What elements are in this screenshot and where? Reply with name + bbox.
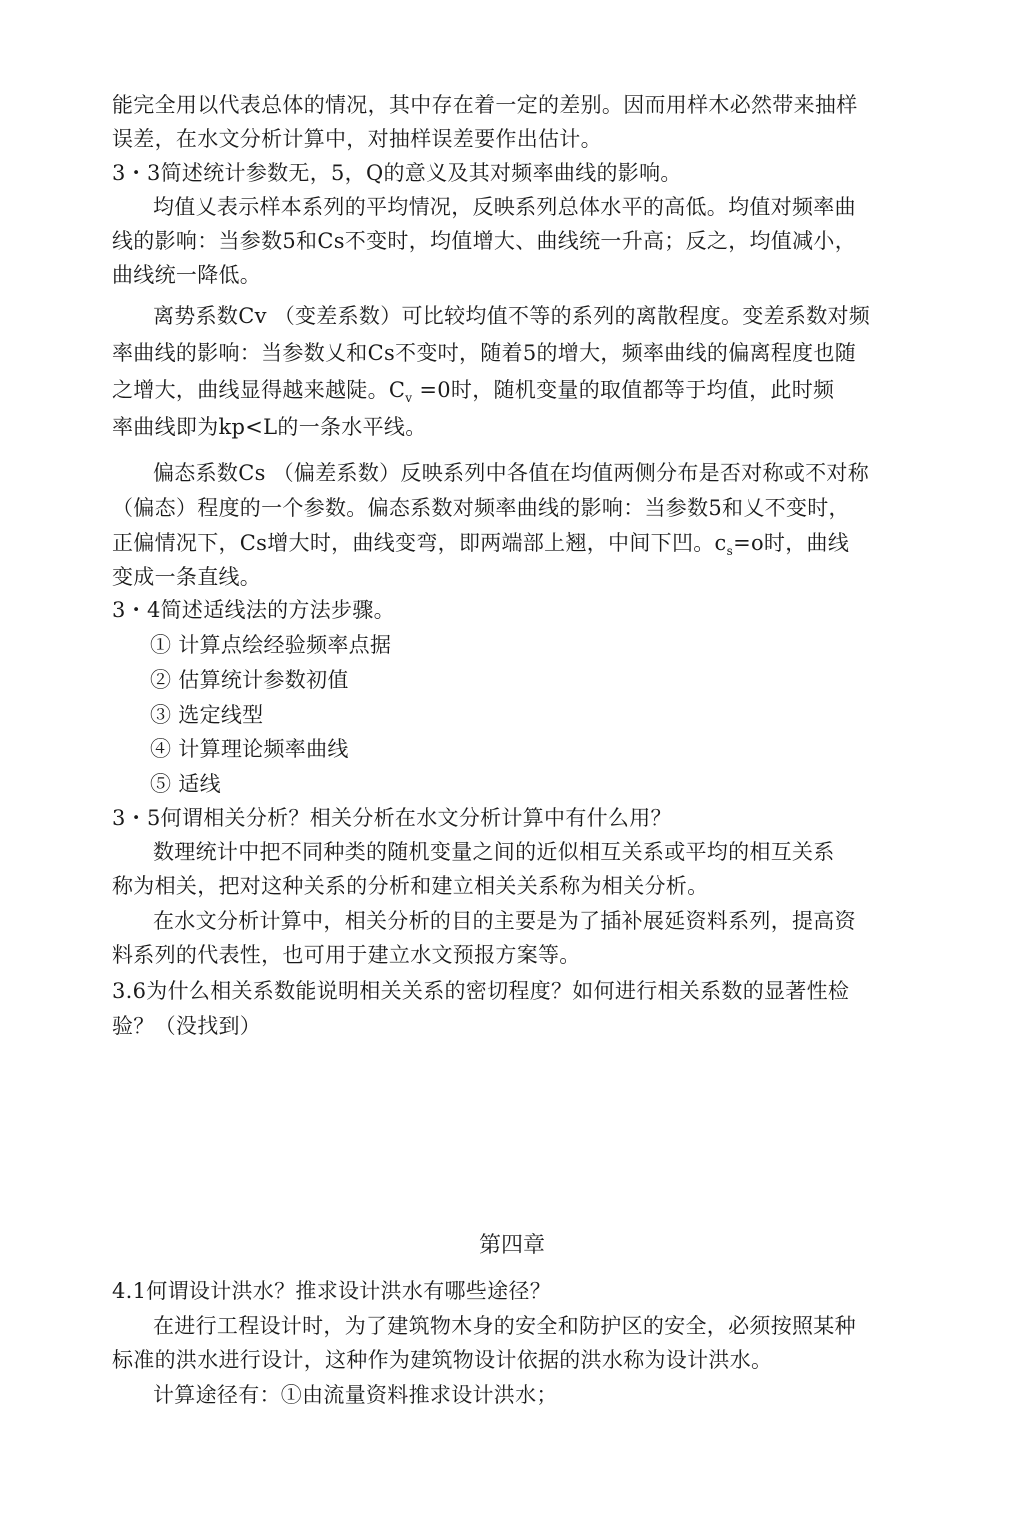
cv-subscript: v xyxy=(405,391,413,406)
cs-paragraph-line-4: 变成一条直线。 xyxy=(112,565,262,589)
correlation-p2-line-1: 在水文分析计算中，相关分析的目的主要是为了插补展延资料系列，提高资 xyxy=(153,909,856,933)
design-flood-p1-line-2: 标准的洪水进行设计，这种作为建筑物设计依据的洪水称为设计洪水。 xyxy=(112,1348,773,1372)
cv-paragraph-line-4: 率曲线即为kp<L的一条水平线。 xyxy=(112,415,427,439)
step-1: ① 计算点绘经验频率点据 xyxy=(150,633,392,657)
intro-line-1: 能完全用以代表总体的情况，其中存在着一定的差别。因而用样木必然带来抽样 xyxy=(112,93,858,117)
correlation-p2-line-2: 料系列的代表性，也可用于建立水文预报方案等。 xyxy=(112,943,581,967)
step-4: ④ 计算理论频率曲线 xyxy=(150,737,349,761)
mean-paragraph-line-1: 均值乂表示样本系列的平均情况，反映系列总体水平的高低。均值对频率曲 xyxy=(153,195,856,219)
question-3-4: 3・4简述适线法的方法步骤。 xyxy=(112,598,395,622)
design-flood-p1-line-1: 在进行工程设计时，为了建筑物木身的安全和防护区的安全，必须按照某种 xyxy=(153,1314,856,1338)
step-5: ⑤ 适线 xyxy=(150,772,221,796)
question-3-6-line-2: 验？（没找到） xyxy=(112,1014,262,1038)
cv-line3-pre: 之增大，曲线显得越来越陡。C xyxy=(112,378,406,402)
cv-paragraph-line-3 xyxy=(112,377,835,406)
design-flood-p2-line-1: 计算途径有：①由流量资料推求设计洪水； xyxy=(153,1383,558,1407)
mean-paragraph-line-2: 线的影响：当参数5和Cs不变时，均值增大、曲线统一升高；反之，均值减小， xyxy=(112,229,857,253)
question-3-3: 3・3简述统计参数无，5，Q的意义及其对频率曲线的影响。 xyxy=(112,161,682,185)
cs-subscript: s xyxy=(726,544,734,559)
cv-paragraph-line-2: 率曲线的影响：当参数乂和Cs不变吋，随着5的增大，频率曲线的偏离程度也随 xyxy=(112,341,857,365)
cv-paragraph-line-1: 离势系数Cv （变差系数）可比较均值不等的系列的离散程度。变差系数对频 xyxy=(153,304,871,328)
correlation-p1-line-2: 称为相关，把对这种关系的分析和建立相关关系称为相关分析。 xyxy=(112,874,709,898)
chapter-title: 第四章 xyxy=(478,1233,545,1258)
intro-line-2: 误差，在水文分析计算中，对抽样误差要作出估计。 xyxy=(112,127,602,151)
mean-paragraph-line-3: 曲线统一降低。 xyxy=(112,263,262,287)
cv-line3-post: =0时，随机变量的取值都等于均值，此时频 xyxy=(412,378,835,402)
question-4-1: 4.1何谓设计洪水？推求设计洪水有哪些途径？ xyxy=(112,1279,551,1303)
cs-paragraph-line-1: 偏态系数Cs （偏差系数）反映系列中各值在均值两侧分布是否对称或不对称 xyxy=(153,461,870,485)
cs-line3-post: =o时，曲线 xyxy=(733,531,850,555)
question-3-6-line-1: 3.6为什么相关系数能说明相关关系的密切程度？如何进行相关系数的显著性检 xyxy=(112,979,850,1003)
cs-paragraph-line-3 xyxy=(112,530,850,559)
cs-paragraph-line-2: （偏态）程度的一个参数。偏态系数对频率曲线的影响：当参数5和乂不变时， xyxy=(112,496,850,520)
step-2: ② 估算统计参数初值 xyxy=(150,668,349,692)
step-3: ③ 选定线型 xyxy=(150,703,264,727)
correlation-p1-line-1: 数理统计中把不同种类的随机变量之间的近似相互关系或平均的相互关系 xyxy=(153,840,835,864)
question-3-5: 3・5何谓相关分析？相关分析在水文分析计算中有什么用？ xyxy=(112,806,672,830)
cs-line3-pre: 正偏情况下，Cs增大时，曲线变弯，即两端部上翘，中间下凹。c xyxy=(112,531,727,555)
